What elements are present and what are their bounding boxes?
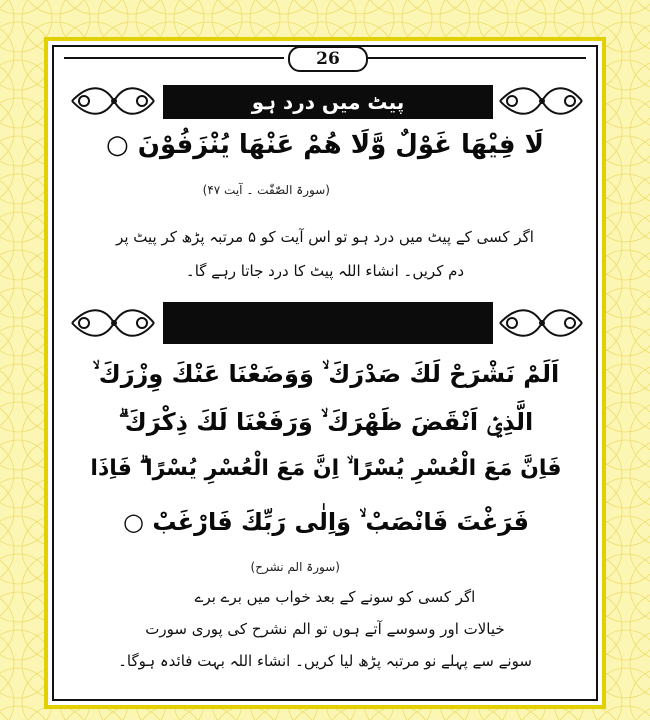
section-one-instruction-line-1: اگر کسی کے پیٹ میں درد ہو تو اس آیت کو ۵ مرتبہ پڑھ کر پیٹ پر: [116, 228, 534, 246]
section-one-reference: (سورۃ الصّٰفّٰت ۔ آیت ۴۷): [202, 183, 330, 197]
verse-line-3: فَاِنَّ مَعَ الْعُسْرِ يُسْرًا ۙ اِنَّ مَعَ الْعُسْرِ يُسْرًا ۗ فَاِذَا: [90, 456, 562, 481]
section-one-title: پیٹ میں درد ہو: [163, 85, 493, 119]
right-scroll-ornament-icon: [496, 80, 586, 122]
section-two-instruction-line-3: سونے سے پہلے نو مرتبہ پڑھ لیا کریں۔ انشاء اللہ بہت فائدہ ہوگا۔: [118, 652, 532, 670]
section-two-instruction-line-2: خیالات اور وسوسے آتے ہوں تو الم نشرح کی پوری سورت: [145, 620, 505, 638]
section-one-verse: لَا فِيْهَا غَوْلٌ وَّلَا هُمْ عَنْهَا يُنْزَفُوْنَ ○: [106, 130, 544, 160]
section-two-redacted-title: [163, 302, 493, 344]
page-number: 26: [288, 46, 368, 72]
section-two-reference: (سورۃ الم نشرح): [250, 560, 340, 574]
right-scroll-ornament-icon: [496, 302, 586, 344]
left-scroll-ornament-icon: [68, 80, 158, 122]
section-one-instruction-line-2: دم کریں۔ انشاء اللہ پیٹ کا درد جاتا رہے گا۔: [185, 262, 465, 280]
left-scroll-ornament-icon: [68, 302, 158, 344]
section-two-instruction-line-1: اگر کسی کو سونے کے بعد خواب میں برے برے: [194, 588, 476, 606]
verse-line-4: فَرَغْتَ فَانْصَبْ ۙ وَاِلٰى رَبِّكَ فَارْغَبْ ○: [123, 508, 529, 536]
top-rule-left: [64, 57, 284, 59]
verse-line-2: الَّذِيْۤ اَنْقَضَ ظَهْرَكَ ۙ وَرَفَعْنَا لَكَ ذِكْرَكَ ۗ: [118, 408, 534, 436]
top-rule-right: [368, 57, 586, 59]
verse-line-1: اَلَمْ نَشْرَحْ لَكَ صَدْرَكَ ۙ وَوَضَعْنَا عَنْكَ وِزْرَكَ ۙ: [92, 360, 560, 388]
